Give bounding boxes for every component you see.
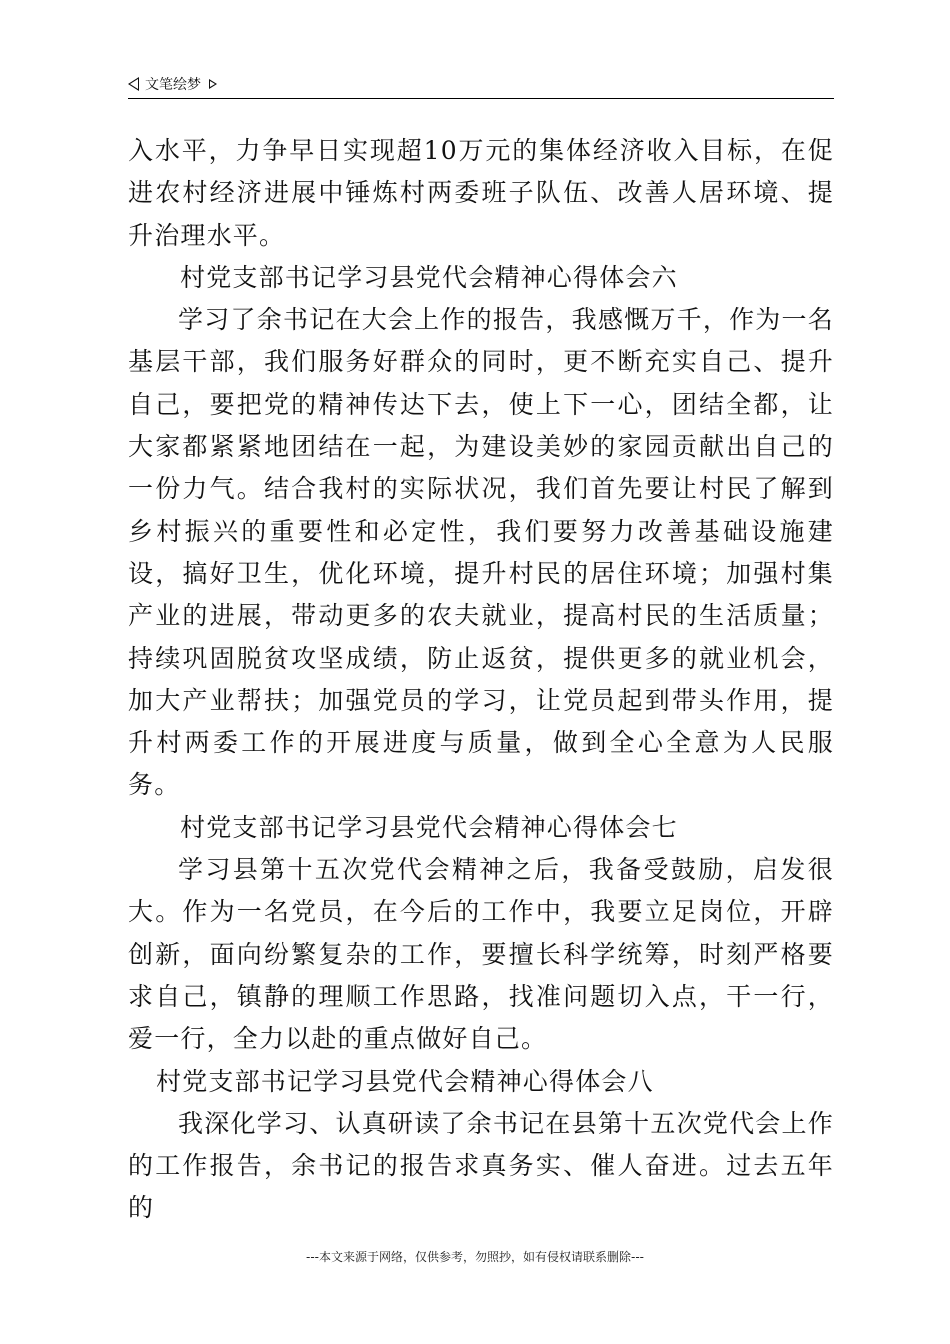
header-brand [128, 74, 217, 94]
paragraph: 入水平，力争早日实现超10万元的集体经济收入目标，在促进农村经济进展中锤炼村两委班子队伍、改善人居环境、提升治理水平。 [128, 136, 834, 250]
brand-text: 文笔绘梦 [145, 77, 201, 93]
triangle-right-icon [209, 79, 217, 89]
paragraph: 学习县第十五次党代会精神之后，我备受鼓励，启发很大。作为一名党员，在今后的工作中，我要立足岗位，开辟创新，面向纷繁复杂的工作，要擅长科学统筹，时刻严格要求自己，镇静的理顺工作思路，找准问题切入点，干一行，爱一行，全力以赴的重点做好自己。 [128, 855, 834, 1054]
page-footer: ---本文来源于网络，仅供参考，勿照抄，如有侵权请联系删除--- [306, 1250, 644, 1264]
page-header [128, 72, 834, 99]
section-heading: 村党支部书记学习县党代会精神心得体会八 [156, 1066, 654, 1096]
triangle-left-icon [128, 77, 139, 91]
paragraph: 学习了余书记在大会上作的报告，我感慨万千，作为一名基层干部，我们服务好群众的同时，更不断充实自己、提升自己，要把党的精神传达下去，使上下一心，团结全都，让大家都紧紧地团结在一起，为建设美妙的家园贡献出自己的一份力气。结合我村的实际状况，我们首先要让村民了解到乡村振兴的重要性和必定性，我们要努力改善基础设施建设，搞好卫生，优化环境，提升村民的居住环境；加强村集产业的进展，带动更多的农夫就业，提高村民的生活质量；持续巩固脱贫攻坚成绩，防止返贫，提供更多的就业机会，加大产业帮扶；加强党员的学习，让党员起到带头作用，提升村两委工作的开展进度与质量，做到全心全意为人民服务。 [128, 305, 834, 800]
document-body [128, 130, 834, 1230]
paragraph: 我深化学习、认真研读了余书记在县第十五次党代会上作的工作报告，余书记的报告求真务实、催人奋进。过去五年的 [128, 1108, 834, 1223]
section-heading: 村党支部书记学习县党代会精神心得体会六 [180, 262, 678, 292]
section-heading: 村党支部书记学习县党代会精神心得体会七 [180, 812, 678, 842]
